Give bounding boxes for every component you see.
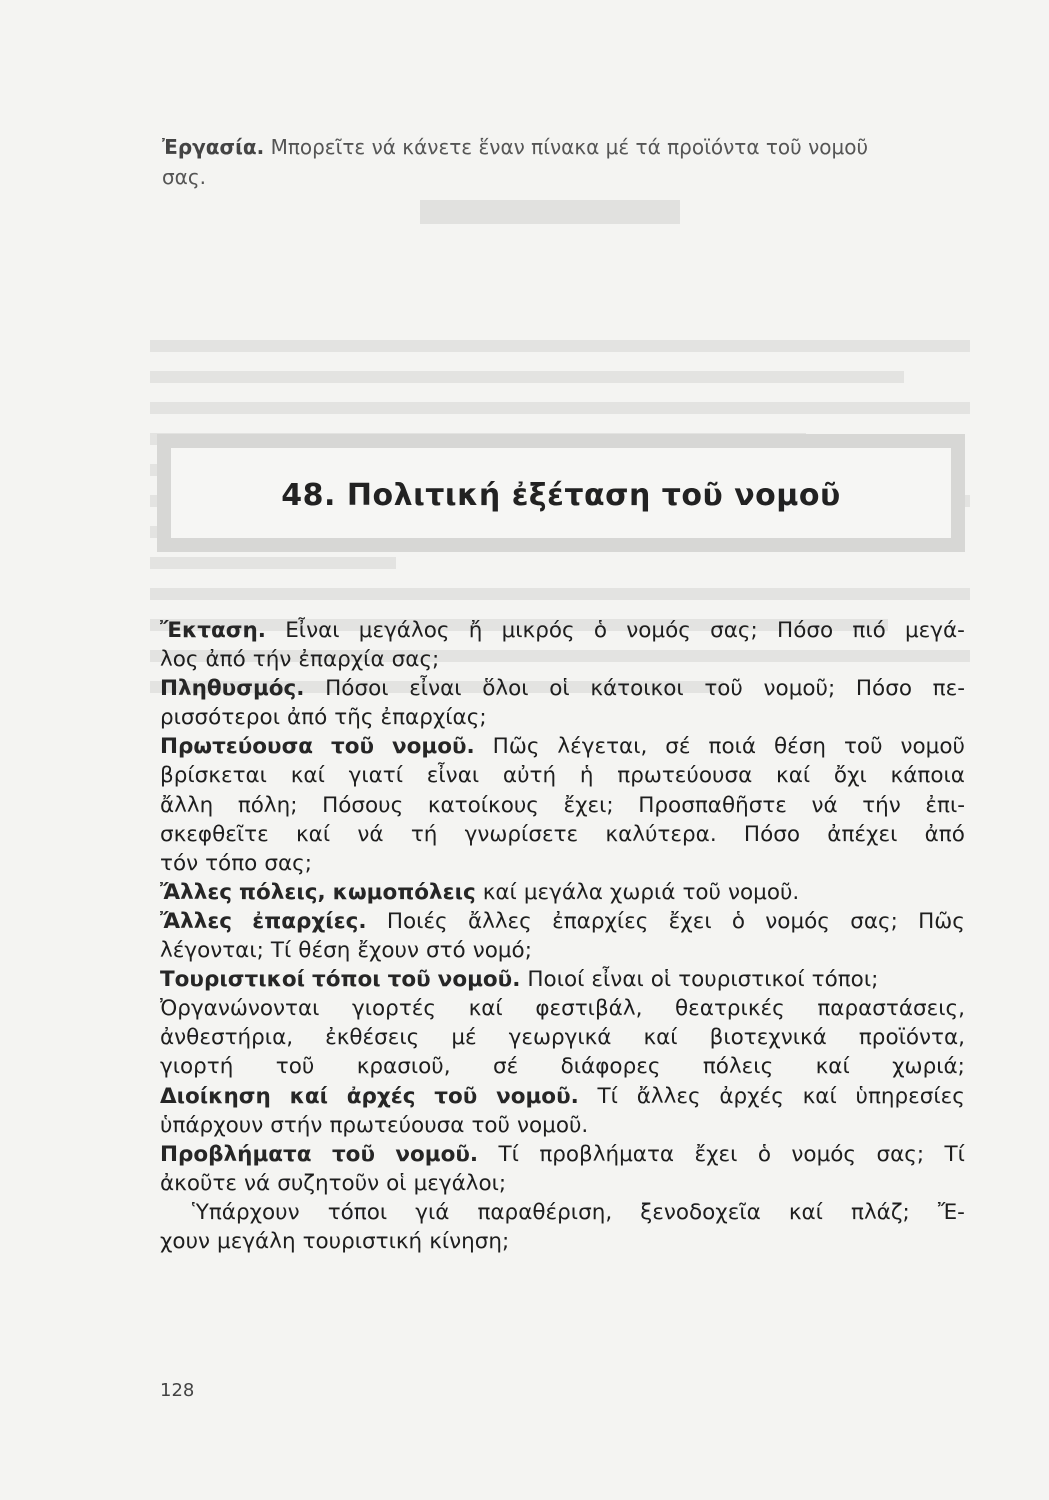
word: ἐπαρχίες xyxy=(552,908,649,934)
word: ἐκθέσεις xyxy=(325,1025,420,1051)
body-line xyxy=(160,965,965,994)
body-line xyxy=(160,1082,965,1111)
word: καί xyxy=(468,996,503,1022)
word: τόποι xyxy=(327,1199,388,1225)
word: κάποια xyxy=(890,763,965,789)
word: γιορτές xyxy=(352,996,436,1022)
body-line xyxy=(160,645,965,674)
word: μεγάλη xyxy=(217,1228,296,1254)
word: ὑπηρεσίες xyxy=(855,1083,965,1109)
heading-frame xyxy=(157,434,965,552)
body-line xyxy=(160,791,965,820)
word: ἐπαρχία xyxy=(298,647,385,673)
word: Πόσο xyxy=(777,618,834,643)
word: σέ xyxy=(492,1054,519,1080)
word: παραθέριση, xyxy=(477,1199,613,1225)
body-line xyxy=(160,1052,965,1081)
word: Πόσο xyxy=(855,676,912,702)
word: νομοῦ. xyxy=(728,879,800,905)
bold-term: τοῦ xyxy=(434,1083,478,1109)
word: βιοτεχνικά xyxy=(709,1025,827,1051)
word: ἤ xyxy=(468,618,483,643)
word: ἡ xyxy=(579,763,594,789)
word: τουριστική xyxy=(302,1228,423,1254)
bold-term: Πληθυσμός. xyxy=(160,676,305,702)
word: εἶναι xyxy=(409,676,462,702)
word: ἔχει xyxy=(668,908,712,934)
body-line xyxy=(160,1227,965,1256)
word: τουριστικοί xyxy=(678,967,805,993)
word: γιορτή xyxy=(160,1054,234,1080)
word: θεατρικές xyxy=(675,996,785,1022)
word: Εἶναι xyxy=(285,618,340,643)
word: κρασιοῦ, xyxy=(356,1054,451,1080)
word: νομός xyxy=(626,618,691,643)
word: πόλεις xyxy=(702,1054,774,1080)
word: νομοῦ; xyxy=(763,676,836,702)
bold-term: καί xyxy=(289,1083,328,1109)
word: ὄχι xyxy=(833,763,867,789)
bold-term: τοῦ xyxy=(331,1141,375,1167)
bold-term: νομοῦ. xyxy=(392,734,475,760)
word: βρίσκεται xyxy=(160,763,267,789)
bold-term: πόλεις, xyxy=(239,879,326,905)
word: στό xyxy=(425,938,466,964)
body-line xyxy=(160,703,965,732)
word: Πῶς xyxy=(492,734,540,760)
word: πρωτεύουσα xyxy=(329,1112,465,1138)
word: γνωρίσετε xyxy=(464,821,579,847)
word: τόν xyxy=(160,850,199,876)
word: νά xyxy=(811,792,838,818)
word: συζητοῦν xyxy=(277,1170,380,1196)
word: ἄλλη xyxy=(160,792,214,818)
word: παραστάσεις, xyxy=(817,996,965,1022)
word: τοῦ xyxy=(682,879,721,905)
word: οἱ xyxy=(386,1170,407,1196)
word: τήν xyxy=(252,647,292,673)
body-line xyxy=(160,616,965,645)
word: ἀνθεστήρια, xyxy=(160,1025,294,1051)
word: ξενοδοχεῖα xyxy=(640,1199,761,1225)
word: προβλήματα xyxy=(539,1141,675,1167)
word: καί xyxy=(295,821,331,847)
word: τόποι; xyxy=(811,967,879,993)
bold-term: Ἄλλες xyxy=(160,908,233,934)
word: ποιά xyxy=(708,734,757,760)
word: μεγάλα xyxy=(523,879,603,905)
word: Ὑπάρχουν xyxy=(192,1199,300,1225)
word: νά xyxy=(244,1170,271,1196)
word: ὁ xyxy=(731,908,746,934)
bold-term: Ἔκταση. xyxy=(160,618,266,643)
word: πε- xyxy=(932,676,965,702)
word: Ὀργανώνονται xyxy=(160,996,320,1022)
body-line xyxy=(160,674,965,703)
body-line xyxy=(160,820,965,849)
word: ἀπό xyxy=(205,647,246,673)
word: ἄλλες xyxy=(467,908,532,934)
word: μικρός xyxy=(501,618,575,643)
bold-term: Διοίκηση xyxy=(160,1083,271,1109)
word: μεγάλοι; xyxy=(413,1170,507,1196)
task-text: Μπορεῖτε νά κάνετε ἕναν πίνακα μέ τά προϊόντα τοῦ νομοῦ σας. xyxy=(162,135,869,189)
task-label: Ἐργασία. xyxy=(162,135,265,159)
word: μέ xyxy=(451,1025,477,1051)
word: τοῦ xyxy=(471,1112,510,1138)
word: ἔχουν xyxy=(357,938,419,964)
body-line xyxy=(160,1111,965,1140)
body-line xyxy=(160,1169,965,1198)
word: μεγάλος xyxy=(358,618,450,643)
word: τοῦ xyxy=(704,676,743,702)
bold-term: τοῦ xyxy=(387,967,431,993)
word: κίνηση; xyxy=(429,1228,510,1254)
word: καί xyxy=(788,1199,823,1225)
word: νά xyxy=(357,821,384,847)
word: ἀρχές xyxy=(719,1083,784,1109)
word: καί xyxy=(290,763,325,789)
word: τήν xyxy=(862,792,901,818)
bold-term: νομοῦ. xyxy=(395,1141,479,1167)
word: μεγά- xyxy=(904,618,965,643)
section-heading: 48. Πολιτική ἐξέταση τοῦ νομοῦ xyxy=(281,477,841,513)
word: νομοῦ. xyxy=(517,1112,589,1138)
word: καί xyxy=(776,763,811,789)
word: σας; xyxy=(850,908,898,934)
word: ἀπό xyxy=(286,705,328,731)
word: ἀπό xyxy=(924,821,965,847)
word: ὑπάρχουν xyxy=(160,1112,264,1138)
word: κάτοικοι xyxy=(590,676,684,702)
word: καί xyxy=(482,879,517,905)
word: ἔχει; xyxy=(563,792,614,818)
word: Ποιές xyxy=(386,908,448,934)
word: αὐτή xyxy=(502,763,557,789)
word: φεστιβάλ, xyxy=(535,996,643,1022)
word: ἀκοῦτε xyxy=(160,1170,238,1196)
word: χωριά; xyxy=(892,1054,965,1080)
word: σκεφθεῖτε xyxy=(160,821,269,847)
body-line xyxy=(160,761,965,790)
word: θέση xyxy=(774,734,827,760)
word: εἶναι xyxy=(591,967,644,993)
word: Πῶς xyxy=(918,908,965,934)
bold-term: κωμοπόλεις xyxy=(332,879,476,905)
word: καί xyxy=(643,1025,678,1051)
body-line xyxy=(160,936,965,965)
bold-term: νομοῦ. xyxy=(437,967,521,993)
bold-term: Τουριστικοί xyxy=(160,967,305,993)
word: χωριά xyxy=(609,879,676,905)
word: πόλη; xyxy=(237,792,298,818)
word: καλύτερα. xyxy=(605,821,717,847)
body-line xyxy=(160,1023,965,1052)
word: ρισσότεροι xyxy=(160,705,280,731)
word: Τί xyxy=(498,1141,519,1167)
word: οἱ xyxy=(650,967,672,993)
word: ὅλοι xyxy=(482,676,529,702)
word: σας; xyxy=(264,850,312,876)
word: γεωργικά xyxy=(508,1025,612,1051)
body-line xyxy=(160,1198,965,1227)
word: σας; xyxy=(391,647,440,673)
word: γιά xyxy=(415,1199,450,1225)
word: λέγεται, xyxy=(557,734,648,760)
word: διάφορες xyxy=(560,1054,661,1080)
word: πιό xyxy=(852,618,886,643)
word: στήν xyxy=(270,1112,323,1138)
word: τοῦ xyxy=(843,734,883,760)
word: πρωτεύουσα xyxy=(617,763,753,789)
word: νομός xyxy=(791,1141,857,1167)
word: νομοῦ xyxy=(900,734,965,760)
word: ὁ xyxy=(593,618,608,643)
bold-term: Προβλήματα xyxy=(160,1141,312,1167)
word: καί xyxy=(802,1083,837,1109)
word: εἶναι xyxy=(426,763,480,789)
word: γιατί xyxy=(348,763,404,789)
body-line xyxy=(160,732,965,761)
word: Τί xyxy=(944,1141,965,1167)
body-line xyxy=(160,907,965,936)
bold-term: τόποι xyxy=(312,967,381,993)
word: ἔχει xyxy=(694,1141,738,1167)
word: προϊόντα, xyxy=(858,1025,965,1051)
task-note xyxy=(162,132,892,192)
word: Τί xyxy=(270,938,292,964)
word: νομό; xyxy=(472,938,532,964)
body-line xyxy=(160,1140,965,1169)
word: Πόσο xyxy=(743,821,801,847)
word: σας; xyxy=(710,618,758,643)
bold-term: Πρωτεύουσα xyxy=(160,734,314,760)
word: νομός xyxy=(765,908,830,934)
body-line xyxy=(160,878,965,907)
word: ἐπι- xyxy=(925,792,965,818)
word: Πόσοι xyxy=(325,676,389,702)
word: τῆς xyxy=(334,705,374,731)
word: κατοίκους xyxy=(427,792,539,818)
word: τή xyxy=(410,821,438,847)
word: Πόσους xyxy=(322,792,404,818)
word: ἐπαρχίας; xyxy=(380,705,487,731)
word: λέγονται; xyxy=(160,938,264,964)
bold-term: ἐπαρχίες. xyxy=(252,908,367,934)
word: χουν xyxy=(160,1228,211,1254)
word: Προσπαθῆστε xyxy=(638,792,787,818)
word: θέση xyxy=(298,938,351,964)
bold-term: νομοῦ. xyxy=(496,1083,579,1109)
word: σας; xyxy=(876,1141,925,1167)
word: πλάζ; xyxy=(851,1199,910,1225)
word: ὁ xyxy=(757,1141,772,1167)
word: λος xyxy=(160,647,199,673)
word: καί xyxy=(815,1054,850,1080)
word: Ποιοί xyxy=(527,967,585,993)
bold-term: τοῦ xyxy=(331,734,375,760)
body-line xyxy=(160,849,965,878)
body-line xyxy=(160,994,965,1023)
body-text xyxy=(160,616,965,1256)
word: ἀπέχει xyxy=(827,821,898,847)
word: Ἔ- xyxy=(937,1199,965,1225)
page-number: 128 xyxy=(160,1380,195,1401)
word: Τί xyxy=(597,1083,618,1109)
bold-term: Ἄλλες xyxy=(160,879,233,905)
word: τόπο xyxy=(205,850,258,876)
word: τοῦ xyxy=(275,1054,315,1080)
word: σέ xyxy=(665,734,691,760)
word: ἄλλες xyxy=(636,1083,701,1109)
bold-term: ἀρχές xyxy=(346,1083,416,1109)
word: οἱ xyxy=(549,676,570,702)
